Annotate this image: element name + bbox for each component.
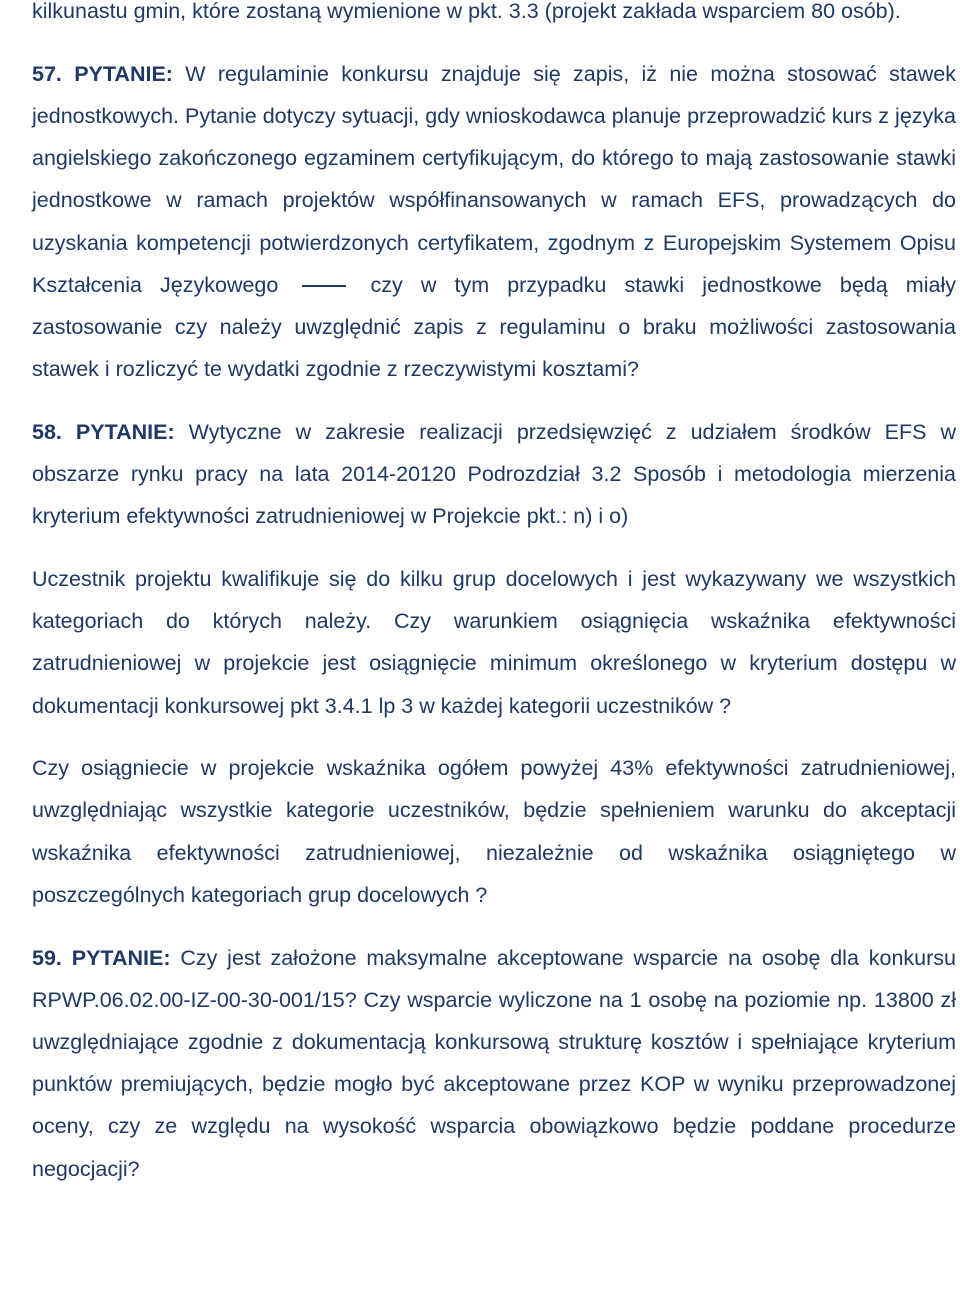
question-text-continued: czy w tym przypadku stawki jednostkowe będą miały zastosowanie czy należy uwzględnić zapis z regulaminu o braku możliwości zastosowania stawek i rozliczyć te wydatki zgodnie z rzeczywistymi kosztami? (32, 272, 956, 382)
question-text: W regulaminie konkursu znajduje się zapis, iż nie można stosować stawek jednostkowych. Pytanie dotyczy sytuacji, gdy wnioskodawca planuje przeprowadzić kurs z języka angielskiego zakończonego egzaminem certyfikującym, do którego to mają zastosowanie stawki jednostkowe w ramach projektów współfinansowanych w ramach EFS, prowadzących do uzyskania kompetencji potwierdzonych certyfikatem, zgodnym z Europejskim Systemem Opisu Kształcenia Językowego (32, 61, 956, 297)
question-number: 58. (32, 419, 62, 444)
question-57 (32, 53, 956, 391)
question-text: Wytyczne w zakresie realizacji przedsięwzięć z udziałem środków EFS w obszarze rynku pracy na lata 2014-20120 Podrozdział 3.2 Sposób i metodologia mierzenia kryterium efektywności zatrudnieniowej w Projekcie pkt.: n) i o) (32, 419, 956, 529)
question-label: PYTANIE: (74, 61, 173, 86)
intro-paragraph: kilkunastu gmin, które zostaną wymienione w pkt. 3.3 (projekt zakłada wsparciem 80 osób). (32, 0, 901, 23)
question-text: Czy jest założone maksymalne akceptowane wsparcie na osobę dla konkursu RPWP.06.02.00-IZ-00-30-001/15? Czy wsparcie wyliczone na 1 osobę na poziomie np. 13800 zł uwzględniające zgodnie z dokumentacją konkursową strukturę kosztów i spełniające kryterium punktów premiujących, będzie mogło być akceptowane przez KOP w wyniku przeprowadzonej oceny, czy ze względu na wysokość wsparcia obowiązkowo będzie poddane procedurze negocjacji? (32, 945, 956, 1181)
question-58-paragraph-3: Czy osiągniecie w projekcie wskaźnika ogółem powyżej 43% efektywności zatrudnieniowej, uwzględniając wszystkie kategorie uczestników, będzie spełnieniem warunku do akceptacji wskaźnika efektywności zatrudnieniowej, niezależnie od wskaźnika osiągniętego w poszczególnych kategoriach grup docelowych ? (32, 756, 956, 907)
question-label: PYTANIE: (71, 945, 171, 970)
document-page (32, 0, 956, 1190)
question-59 (32, 937, 956, 1190)
dash-divider (302, 285, 346, 287)
question-label: PYTANIE: (75, 419, 175, 444)
question-number: 57. (32, 61, 62, 86)
question-58-paragraph-2: Uczestnik projektu kwalifikuje się do kilku grup docelowych i jest wykazywany we wszystkich kategoriach do których należy. Czy warunkiem osiągnięcia wskaźnika efektywności zatrudnieniowej w projekcie jest osiągnięcie minimum określonego w kryterium dostępu w dokumentacji konkursowej pkt 3.4.1 lp 3 w każdej kategorii uczestników ? (32, 566, 956, 718)
question-number: 59. (32, 945, 62, 970)
question-58 (32, 411, 956, 538)
